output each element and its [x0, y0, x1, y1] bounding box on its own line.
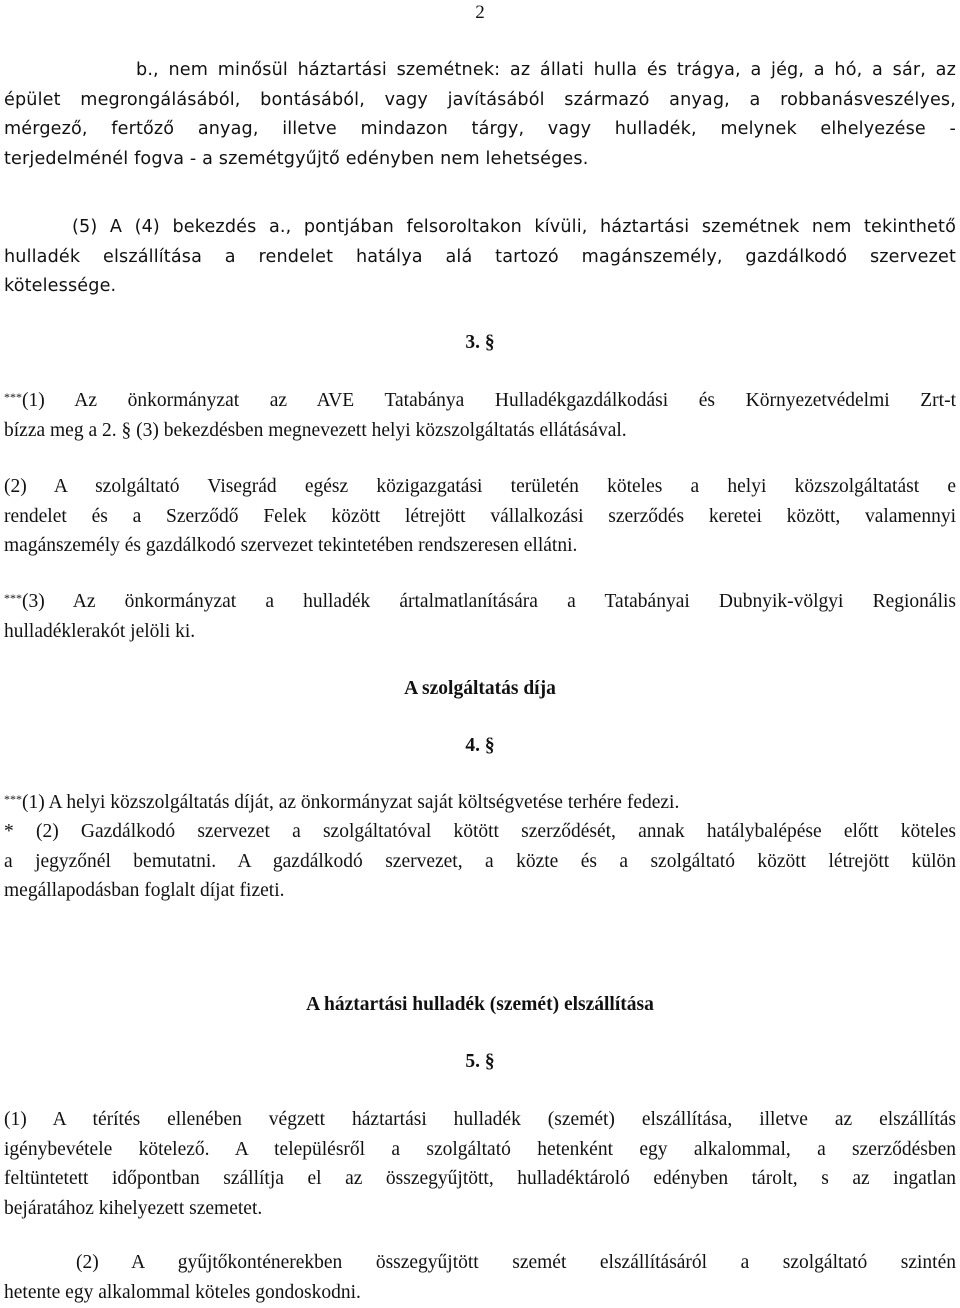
paragraph-5 — [4, 213, 956, 302]
amendment-marker: *** — [4, 591, 22, 605]
paragraph-b-exclusions — [4, 56, 956, 174]
section-3-heading: 3. § — [465, 332, 495, 353]
text-line: kötelessége. — [4, 276, 117, 296]
text-line: a jegyzőnél bemutatni. A gazdálkodó szervezet, a közte és a szolgáltató között létrejött külön — [4, 850, 956, 872]
text-line: (2) A szolgáltató Visegrád egész közigazgatási területén köteles a helyi közszolgáltatást e — [4, 476, 956, 497]
text-line: (1) A helyi közszolgáltatás díját, az önkormányzat saját költségvetése terhére fedezi. — [22, 792, 680, 813]
text-line: (5) A (4) bekezdés a., pontjában felsoroltakon kívüli, háztartási szemétnek nem tekinthető — [72, 217, 956, 237]
text-line: * (2) Gazdálkodó szervezet a szolgáltatóval kötött szerződését, annak hatálybalépése előtt köteles — [4, 821, 956, 842]
paragraph-3-1 — [4, 386, 956, 445]
section-4-heading: 4. § — [465, 735, 495, 756]
text-line: b., nem minősül háztartási szemétnek: az állati hulla és trágya, a jég, a hó, a sár, az — [136, 60, 956, 80]
text-line: bejáratához kihelyezett szemetet. — [4, 1197, 263, 1219]
text-line: rendelet és a Szerződő Felek között létrejött vállalkozási szerződés keretei között, valamennyi — [4, 505, 956, 527]
paragraph-5-1 — [4, 1105, 956, 1223]
amendment-marker: *** — [4, 792, 22, 806]
text-line: (2) A gyűjtőkonténerekben összegyűjtött szemét elszállításáról a szolgáltató szintén — [76, 1252, 956, 1273]
amendment-marker: *** — [4, 390, 22, 404]
section-title-fee: A szolgáltatás díja — [404, 678, 556, 699]
paragraph-3-2 — [4, 472, 956, 561]
text-line: mérgező, fertőző anyag, illetve mindazon tárgy, vagy hulladék, melynek elhelyezése - — [4, 119, 956, 139]
text-line: terjedelménél fogva - a szemétgyűjtő edényben nem lehetséges. — [4, 148, 589, 169]
text-line: (1) Az önkormányzat az AVE Tatabánya Hulladékgazdálkodási és Környezetvédelmi Zrt-t — [22, 390, 956, 411]
text-line: (1) A térítés ellenében végzett háztartási hulladék (szemét) elszállítása, illetve az elszállítás — [4, 1109, 956, 1130]
text-line: igénybevétele kötelező. A településről a szolgáltató hetenként egy alkalommal, a szerződésben — [4, 1138, 956, 1160]
paragraph-4-1 — [4, 788, 956, 818]
text-line: feltüntetett időpontban szállítja el az összegyűjtött, hulladéktároló edényben tárolt, s az ingatlan — [4, 1168, 956, 1189]
text-line: hulladéklerakót jelöli ki. — [4, 620, 196, 642]
text-line: hetente egy alkalommal köteles gondoskodni. — [4, 1281, 361, 1303]
text-line: megállapodásban foglalt díjat fizeti. — [4, 880, 285, 901]
section-title-transport: A háztartási hulladék (szemét) elszállítása — [306, 994, 654, 1015]
text-line: magánszemély és gazdálkodó szervezet tekintetében rendszeresen ellátni. — [4, 535, 578, 556]
paragraph-3-3 — [4, 587, 956, 646]
paragraph-4-2 — [4, 817, 956, 906]
paragraph-5-2 — [4, 1248, 956, 1307]
section-5-heading: 5. § — [465, 1051, 495, 1072]
text-line: (3) Az önkormányzat a hulladék ártalmatlanítására a Tatabányai Dubnyik-völgyi Regionális — [22, 591, 956, 612]
text-line: épület megrongálásából, bontásából, vagy javításából származó anyag, a robbanásveszélyes, — [4, 89, 956, 110]
page-number: 2 — [475, 2, 485, 23]
text-line: hulladék elszállítása a rendelet hatálya alá tartozó magánszemély, gazdálkodó szervezet — [4, 246, 956, 267]
text-line: bízza meg a 2. § (3) bekezdésben megnevezett helyi közszolgáltatás ellátásával. — [4, 419, 627, 441]
